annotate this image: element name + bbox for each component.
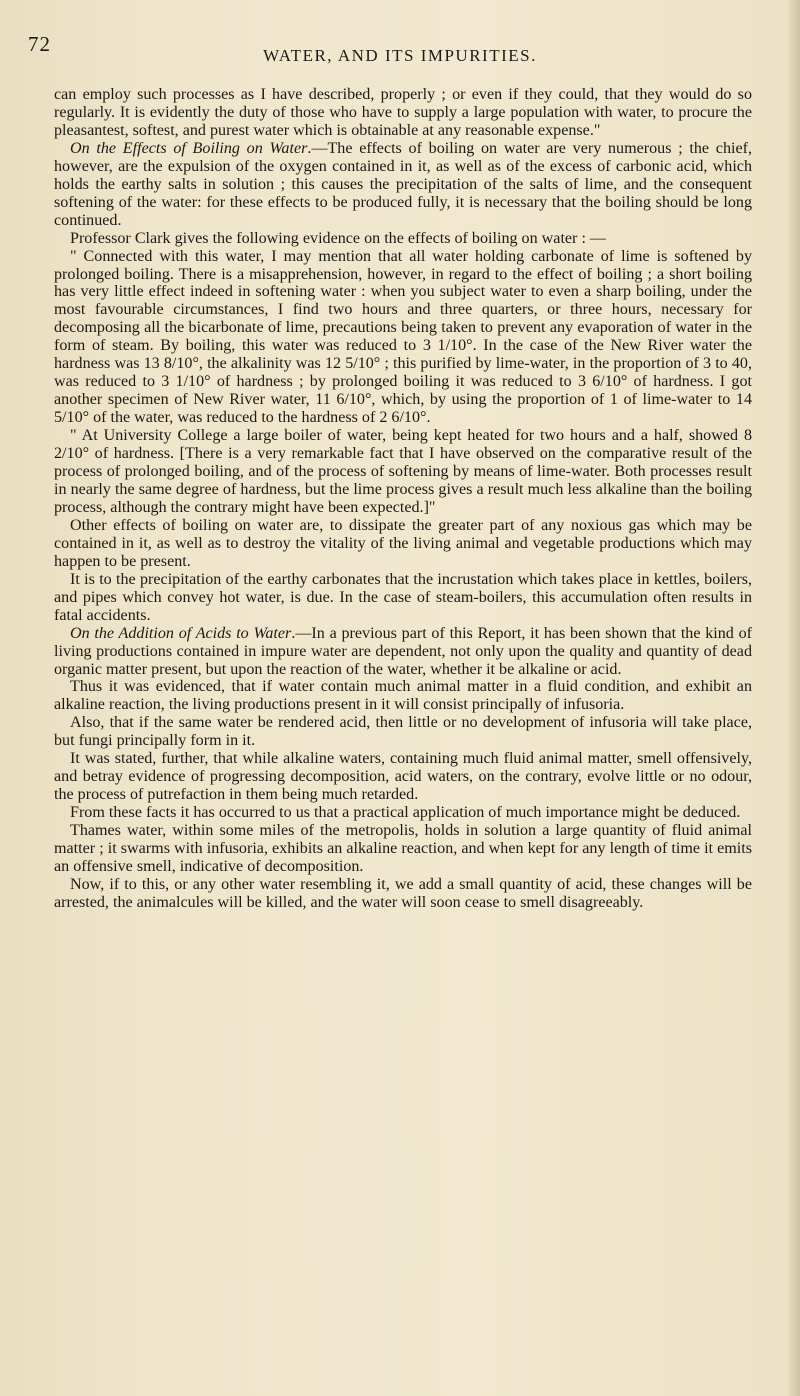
body-text bbox=[54, 86, 752, 912]
section-heading: On the Addition of Acids to Water bbox=[70, 624, 292, 642]
section-heading: On the Effects of Boiling on Water bbox=[70, 139, 308, 157]
running-title: WATER, AND ITS IMPURITIES. bbox=[263, 46, 537, 65]
page-number: 72 bbox=[28, 32, 51, 56]
paragraph: Thames water, within some miles of the metropolis, holds in solution a large quantity of fluid animal matter ; it swarms with infusoria, exhibits an alkaline reaction, and when kept for any length of time it emits an offensive smell, indicative of decomposition. bbox=[54, 822, 752, 875]
paragraph-addition-of-acids: On the Addition of Acids to Water.—In a previous part of this Report, it has been shown that the kind of living productions contained in impure water are dependent, not only upon the quality and quantity of dead organic matter present, but upon the reaction of the water, whether it be alkaline or acid. bbox=[54, 624, 752, 678]
quoted-paragraph: " Connected with this water, I may mention that all water holding carbonate of lime is softened by prolonged boiling. There is a misapprehension, however, in regard to the effect of boiling ; a short boiling has very little effect indeed in softening water : when you subject water to even a sharp boiling, under the most favourable circumstances, I find two hours and three quarters, or three hours, necessary for decomposing all the bicarbonate of lime, precautions being taken to prevent any evaporation of water in the form of steam. By boiling, this water was reduced to 3 1/10°. In the case of the New River water the hardness was 13 8/10°, the alkalinity was 12 5/10° ; this purified by lime-water, in the proportion of 3 to 40, was reduced to 3 1/10° of hardness ; by prolonged boiling it was reduced to 3 6/10° of hardness. I got another specimen of New River water, 11 6/10°, which, by using the proportion of 1 of lime-water to 14 5/10° of the water, was reduced to the hardness of 2 6/10°. bbox=[54, 247, 752, 427]
page-header bbox=[28, 32, 772, 64]
paragraph: Now, if to this, or any other water resembling it, we add a small quantity of acid, these changes will be arrested, the animalcules will be killed, and the water will soon cease to smell disagreeably. bbox=[54, 875, 752, 911]
paragraph: It is to the precipitation of the earthy carbonates that the incrustation which takes place in kettles, boilers, and pipes which convey hot water, is due. In the case of steam-boilers, this accumulation often results in fatal accidents. bbox=[54, 570, 752, 624]
paragraph: Also, that if the same water be rendered acid, then little or no development of infusoria will take place, but fungi principally form in it. bbox=[54, 714, 752, 750]
quoted-paragraph: " At University College a large boiler of water, being kept heated for two hours and a half, showed 8 2/10° of hardness. [There is a very remarkable fact that I have observed on the comparative result of the process of prolonged boiling, and of the process of softening by means of lime-water. Both processes result in nearly the same degree of hardness, but the lime process gives a result much less alkaline than the boiling process, although the contrary might have been expected.]" bbox=[54, 427, 752, 516]
paragraph: Professor Clark gives the following evidence on the effects of boiling on water : — bbox=[70, 229, 607, 247]
paragraph: can employ such processes as I have described, properly ; or even if they could, that they would do so regularly. It is evidently the duty of those who have to supply a large population with water, to procure the pleasantest, softest, and purest water which is obtainable at any reasonable expense." bbox=[54, 86, 752, 139]
paragraph: It was stated, further, that while alkaline waters, containing much fluid animal matter, smell offensively, and betray evidence of progressing decomposition, acid waters, on the contrary, evolve little or no odour, the process of putrefaction in them being much retarded. bbox=[54, 750, 752, 804]
paragraph-effects-of-boiling: On the Effects of Boiling on Water.—The effects of boiling on water are very numerous ; the chief, however, are the expulsion of the oxygen contained in it, as well as of the excess of carbonic acid, which holds the earthy salts in solution ; this causes the precipitation of the salts of lime, and the consequent softening of the water: for these effects to be produced fully, it is necessary that the boiling should be long continued. bbox=[54, 139, 752, 229]
page-edge-shadow bbox=[786, 0, 800, 1396]
paragraph: From these facts it has occurred to us that a practical application of much importance might be deduced. bbox=[70, 804, 741, 822]
paragraph: Thus it was evidenced, that if water contain much animal matter in a fluid condition, and exhibit an alkaline reaction, the living productions present in it will consist principally of infusoria. bbox=[54, 678, 752, 714]
paragraph: Other effects of boiling on water are, to dissipate the greater part of any noxious gas which may be contained in it, as well as to destroy the vitality of the living animal and vegetable productions which may happen to be present. bbox=[54, 516, 752, 570]
